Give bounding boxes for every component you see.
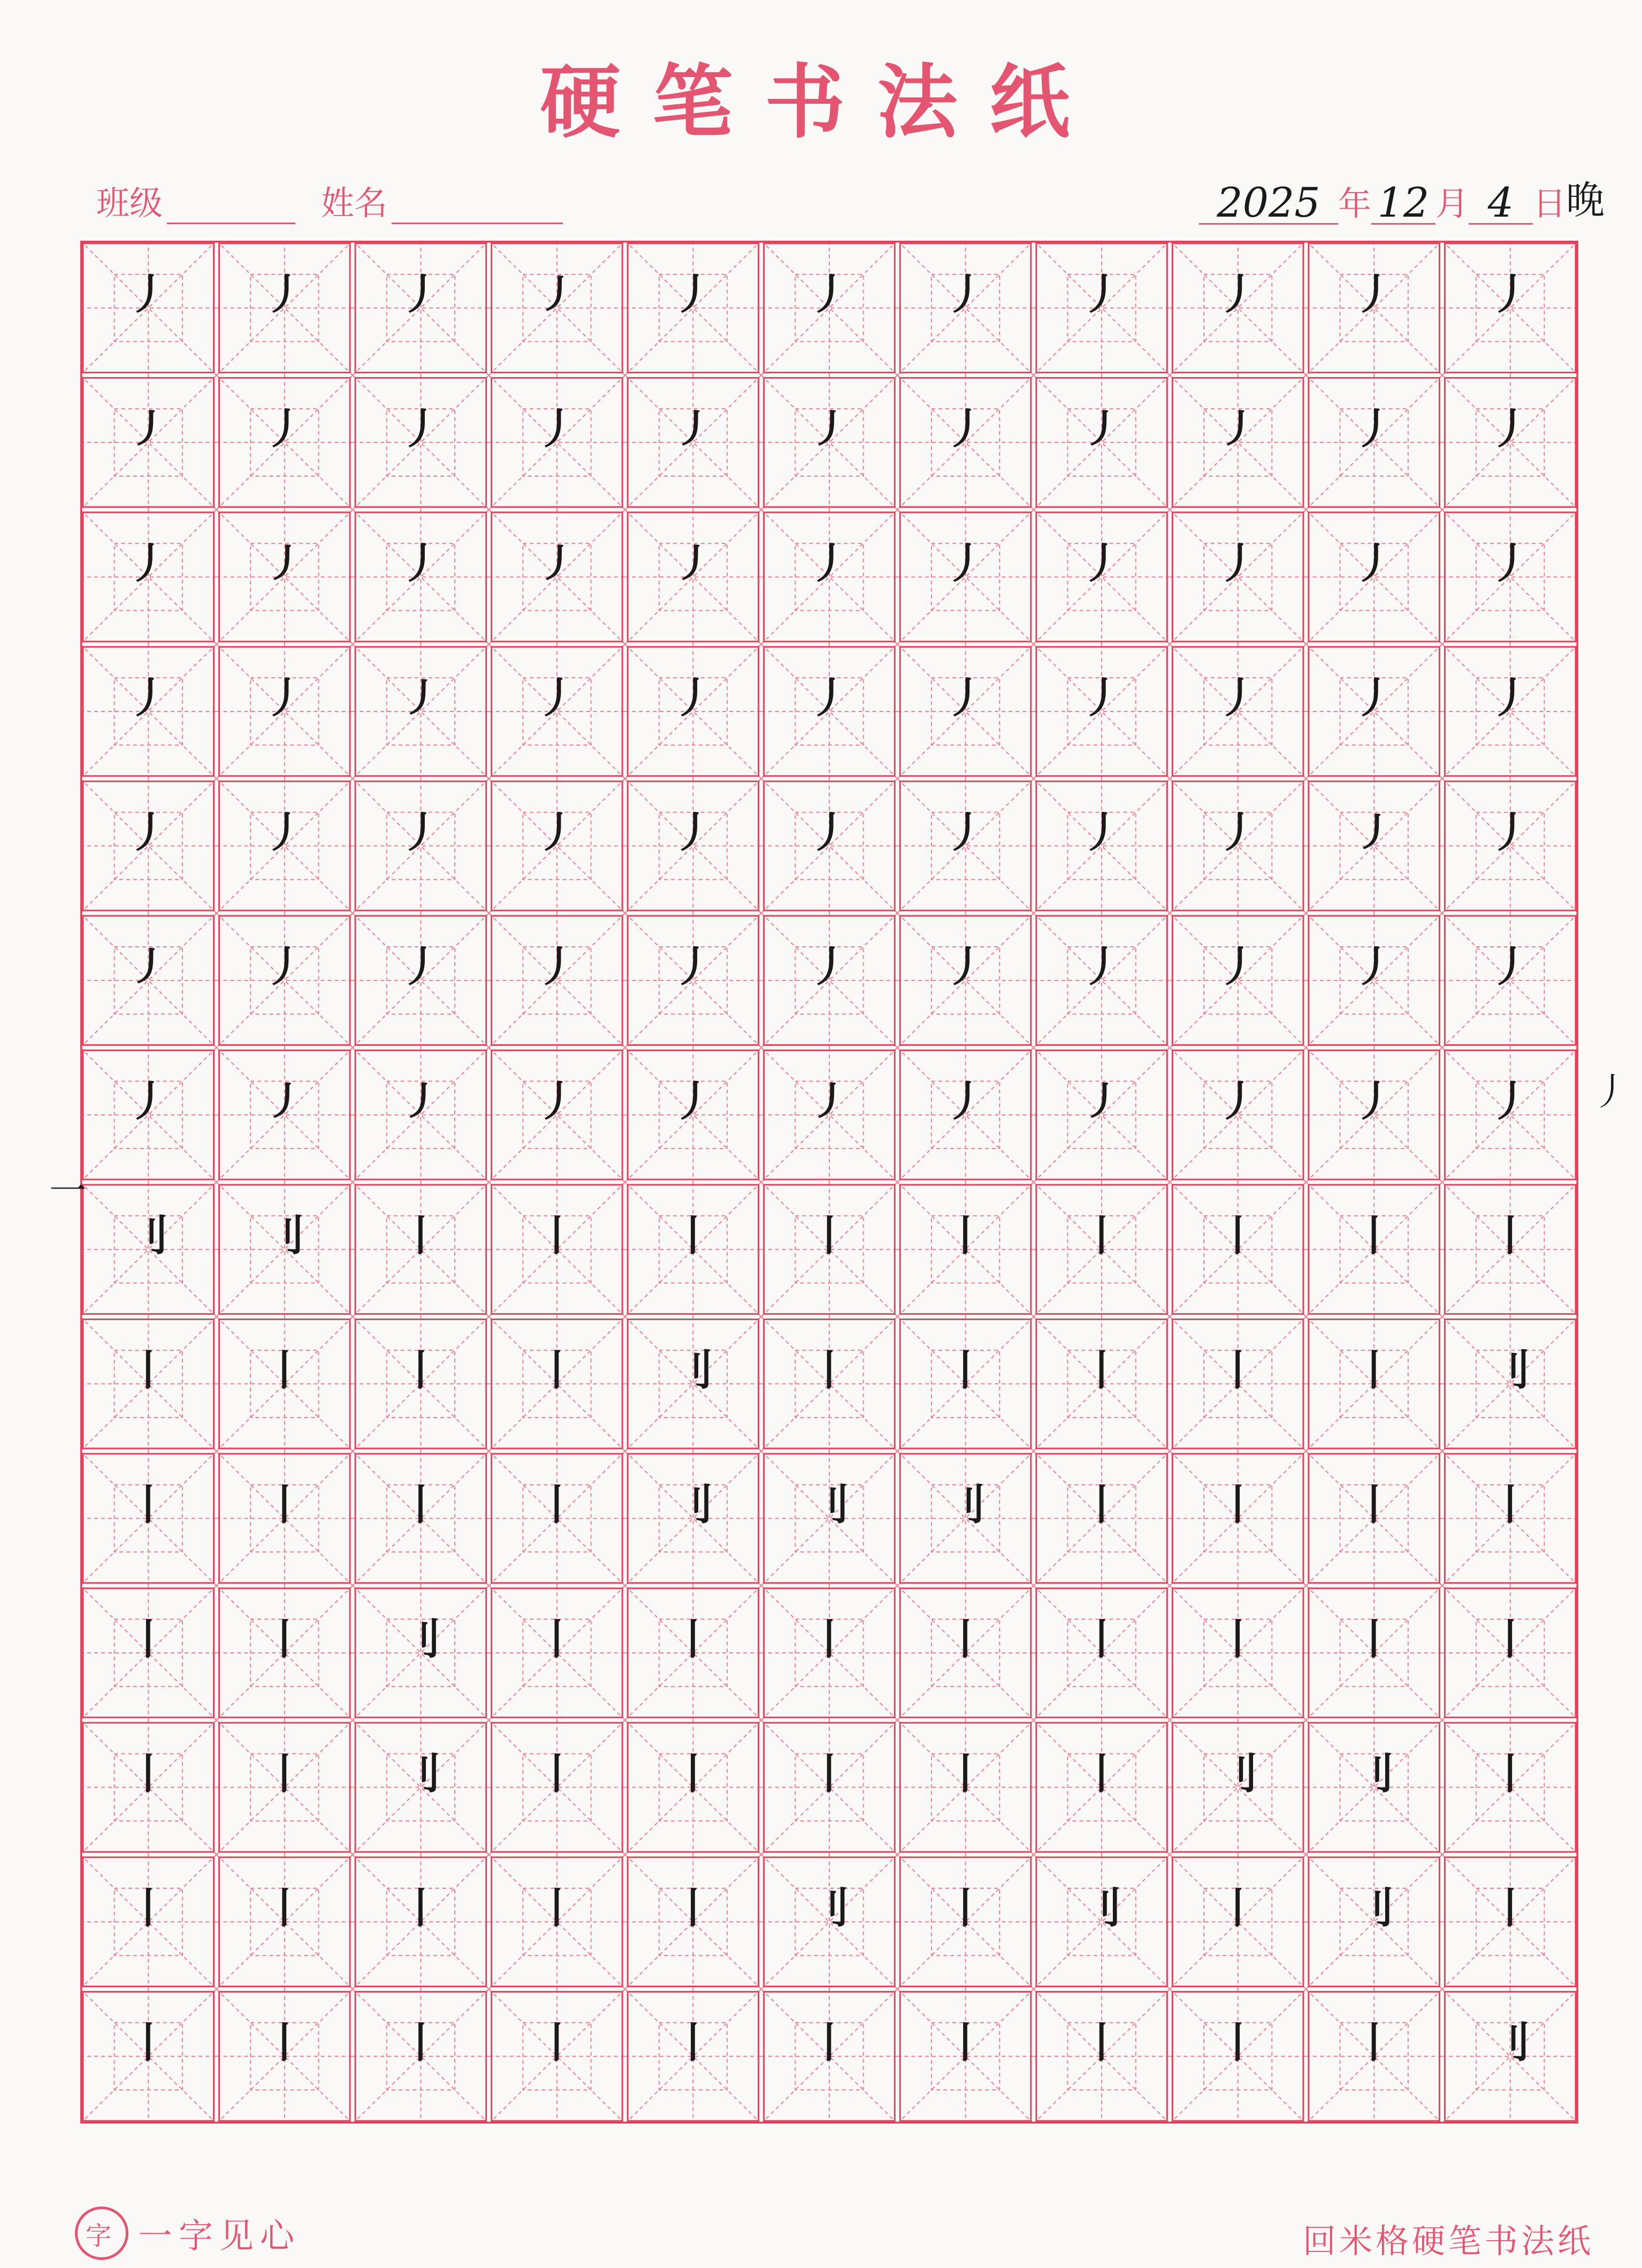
handwritten-stroke: ㇓ [1081,1077,1123,1126]
handwritten-stroke: 丨 [263,1750,306,1798]
handwritten-stroke: 丨 [127,1481,170,1529]
handwritten-stroke: 丨 [400,1346,442,1395]
handwritten-stroke: 丿 [944,539,987,588]
handwritten-stroke: 刂 [1081,1884,1123,1933]
handwritten-stroke: 丨 [1489,1481,1531,1529]
handwritten-stroke: 丨 [1217,2019,1259,2067]
handwritten-stroke: 丿 [1353,674,1395,723]
handwritten-stroke: 丿 [672,1077,714,1126]
handwritten-stroke: 丨 [1353,2019,1395,2067]
handwritten-stroke: 丨 [536,1212,578,1261]
handwritten-stroke: 丿 [808,943,851,992]
handwritten-stroke: 丨 [1217,1212,1259,1261]
handwritten-stroke: 丨 [400,1212,442,1261]
date-field [1199,160,1605,225]
handwritten-stroke: 丿 [808,539,851,588]
handwritten-stroke: 丿 [400,808,442,857]
handwritten-stroke: 丨 [1489,1750,1531,1798]
handwritten-stroke: ㇓ [536,539,578,588]
handwritten-stroke: 丿 [1489,943,1531,992]
handwritten-stroke: 丨 [808,1346,851,1395]
handwritten-stroke: 丨 [536,1481,578,1529]
date-day: 4 [1469,182,1533,225]
brand-seal-icon [75,2206,128,2260]
handwritten-stroke: 刂 [400,1750,442,1798]
handwritten-stroke: 丿 [536,943,578,992]
handwritten-stroke: 丨 [944,1615,987,1664]
paper-type-label: 回米格硬笔书法纸 [1302,2221,1594,2261]
handwritten-stroke: 丿 [672,943,714,992]
name-label: 姓名 [321,183,388,223]
handwritten-stroke: ㇓ [400,1077,442,1126]
handwritten-stroke: 丨 [672,1884,714,1933]
handwritten-stroke: 丿 [808,674,851,723]
handwritten-stroke: 丿 [1489,1077,1531,1126]
handwritten-stroke: 刂 [808,1884,851,1933]
handwritten-stroke: 丿 [536,1077,578,1126]
handwritten-stroke: 丨 [672,1750,714,1798]
handwritten-stroke: 丨 [536,1615,578,1664]
handwritten-stroke: 丨 [400,1481,442,1529]
handwritten-stroke: 丨 [1353,1615,1395,1664]
handwritten-stroke: 丿 [1353,943,1395,992]
brand-logo [75,2206,301,2260]
handwritten-stroke: 丿 [1217,271,1259,319]
handwritten-stroke: 丿 [1217,674,1259,723]
handwritten-stroke: 丨 [1489,1615,1531,1664]
page-title: 硬笔书法纸 [540,55,1102,149]
handwritten-stroke: 丿 [1489,271,1531,319]
handwritten-stroke: 丿 [944,405,987,454]
handwritten-stroke: ㇓ [808,405,851,454]
handwritten-stroke: 丨 [536,1346,578,1395]
handwritten-stroke: 刂 [1489,1346,1531,1395]
handwritten-stroke: 丿 [1081,943,1123,992]
handwritten-stroke: 丿 [1353,405,1395,454]
name-field [321,177,563,224]
handwritten-stroke: ㇓ [1353,808,1395,857]
handwritten-stroke: 丨 [1081,1615,1123,1664]
margin-stroke-right: 丿 [1592,1070,1629,1114]
handwritten-stroke: 丨 [1353,1212,1395,1261]
handwritten-stroke: 丨 [1217,1615,1259,1664]
handwritten-stroke: 丿 [1217,943,1259,992]
handwritten-stroke: 刂 [672,1481,714,1529]
handwritten-stroke: 刂 [1217,1750,1259,1798]
handwritten-stroke: 丨 [1217,1884,1259,1933]
margin-stroke-left: 一 [49,1169,87,1213]
handwritten-stroke: 丿 [400,271,442,319]
handwritten-stroke: 丿 [672,674,714,723]
handwritten-stroke: 丨 [808,1750,851,1798]
handwritten-stroke: 丨 [944,2019,987,2067]
handwritten-stroke: 丨 [536,1750,578,1798]
handwritten-stroke: 刂 [263,1212,306,1261]
handwritten-stroke: 丿 [127,271,170,319]
date-month: 12 [1371,182,1435,225]
handwritten-stroke: 丨 [672,1615,714,1664]
handwritten-stroke: 丿 [400,405,442,454]
handwritten-stroke: 刂 [944,1481,987,1529]
handwritten-stroke: 丿 [1081,271,1123,319]
date-month-unit: 月 [1435,184,1469,223]
handwritten-stroke: 丨 [1081,1750,1123,1798]
handwritten-stroke: 丿 [672,271,714,319]
handwritten-stroke: 丿 [263,943,306,992]
handwritten-stroke: 丿 [536,808,578,857]
handwritten-stroke: ㇓ [672,539,714,588]
handwritten-stroke: 丿 [672,808,714,857]
handwritten-stroke: 丨 [1081,1212,1123,1261]
handwritten-stroke: 丨 [944,1750,987,1798]
handwritten-stroke: ㇓ [1081,405,1123,454]
handwritten-stroke: 丨 [1353,1481,1395,1529]
handwritten-stroke: 丿 [1353,1077,1395,1126]
handwritten-stroke: 丨 [127,2019,170,2067]
class-field [96,177,295,224]
handwritten-stroke: 丨 [263,1884,306,1933]
handwritten-stroke: 丿 [400,539,442,588]
handwritten-stroke: ㇓ [263,539,306,588]
handwritten-stroke: 丨 [944,1884,987,1933]
handwritten-stroke: 丨 [127,1615,170,1664]
handwritten-stroke: 丿 [263,271,306,319]
brand-seal-glyph: 字 [85,2220,118,2251]
handwritten-stroke: 刂 [808,1481,851,1529]
handwritten-stroke: 丿 [1489,808,1531,857]
handwritten-stroke: 丿 [536,405,578,454]
handwritten-stroke: 丨 [127,1346,170,1395]
date-day-unit: 日 [1532,184,1566,223]
handwritten-stroke: 丿 [1353,271,1395,319]
handwritten-stroke: 丨 [1081,1481,1123,1529]
handwritten-stroke: 丿 [127,674,170,723]
handwritten-stroke: 丨 [944,1212,987,1261]
handwritten-stroke: 丿 [944,674,987,723]
handwritten-stroke: 丨 [536,1884,578,1933]
handwritten-stroke: 丨 [400,1884,442,1933]
handwritten-stroke: 丿 [944,943,987,992]
handwritten-stroke: 丿 [1217,808,1259,857]
date-evening: 晚 [1565,178,1605,223]
handwritten-stroke: 刂 [1353,1750,1395,1798]
class-label: 班级 [96,183,163,223]
handwritten-stroke: 刂 [400,1615,442,1664]
handwritten-stroke: 丿 [1217,1077,1259,1126]
name-blank [392,223,563,224]
handwritten-stroke: 丿 [1081,674,1123,723]
handwritten-stroke: 丿 [1489,405,1531,454]
handwritten-stroke: 丨 [400,2019,442,2067]
handwritten-stroke: 丨 [263,2019,306,2067]
handwritten-stroke: ㇓ [536,271,578,319]
handwritten-stroke: 丨 [1081,1346,1123,1395]
handwritten-stroke: 丨 [1353,1346,1395,1395]
handwritten-stroke: 丿 [263,808,306,857]
handwritten-stroke: 丿 [944,1077,987,1126]
class-blank [167,223,295,224]
handwritten-stroke: 丿 [1353,539,1395,588]
handwritten-stroke: 丨 [1081,2019,1123,2067]
handwritten-stroke: ㇓ [127,405,170,454]
handwritten-stroke: ㇓ [808,1077,851,1126]
handwritten-stroke: 丿 [536,674,578,723]
handwritten-stroke: 丨 [1489,1884,1531,1933]
handwritten-stroke: ㇓ [672,405,714,454]
handwritten-stroke: 丿 [944,271,987,319]
handwritten-stroke: 丿 [263,405,306,454]
handwritten-stroke: ㇓ [263,1077,306,1126]
brand-name: 一字见心 [138,2217,301,2256]
handwritten-stroke: 刂 [127,1212,170,1261]
handwritten-stroke: 丿 [1489,539,1531,588]
handwritten-stroke: 丿 [1489,674,1531,723]
handwritten-stroke: 刂 [1489,2019,1531,2067]
handwritten-stroke: 丨 [263,1346,306,1395]
handwritten-stroke: 丨 [808,1212,851,1261]
handwritten-stroke: ㇓ [127,943,170,992]
handwritten-stroke: 丨 [808,1615,851,1664]
handwritten-stroke: ㇓ [400,674,442,723]
handwritten-stroke: 丿 [127,539,170,588]
handwritten-stroke: 刂 [672,1346,714,1395]
handwritten-stroke: ㇓ [1217,405,1259,454]
handwritten-stroke: 刂 [1353,1884,1395,1933]
handwritten-stroke: 丨 [1217,1346,1259,1395]
handwritten-stroke: 丿 [808,271,851,319]
handwritten-stroke: 丨 [127,1750,170,1798]
handwritten-stroke: 丨 [1489,1212,1531,1261]
practice-grid [80,241,1578,2124]
date-year-unit: 年 [1338,184,1371,223]
handwritten-stroke: 丿 [944,808,987,857]
handwritten-stroke: 丿 [127,808,170,857]
handwritten-stroke: 丨 [672,1212,714,1261]
handwritten-stroke: 丿 [263,674,306,723]
handwritten-stroke: 丿 [1081,539,1123,588]
handwritten-stroke: 丨 [672,2019,714,2067]
handwritten-stroke: 丨 [1217,1481,1259,1529]
date-year: 2025 [1199,182,1338,225]
handwritten-stroke: 丿 [1217,539,1259,588]
handwritten-stroke: 丿 [808,808,851,857]
handwritten-stroke: 丿 [400,943,442,992]
handwritten-stroke: 丿 [1081,808,1123,857]
handwritten-stroke: 丿 [127,1077,170,1126]
handwritten-stroke: 丨 [263,1615,306,1664]
handwritten-stroke: 丨 [808,2019,851,2067]
handwritten-stroke: 丨 [127,1884,170,1933]
handwritten-stroke: 丨 [263,1481,306,1529]
handwritten-stroke: 丨 [536,2019,578,2067]
handwritten-stroke: 丨 [944,1346,987,1395]
